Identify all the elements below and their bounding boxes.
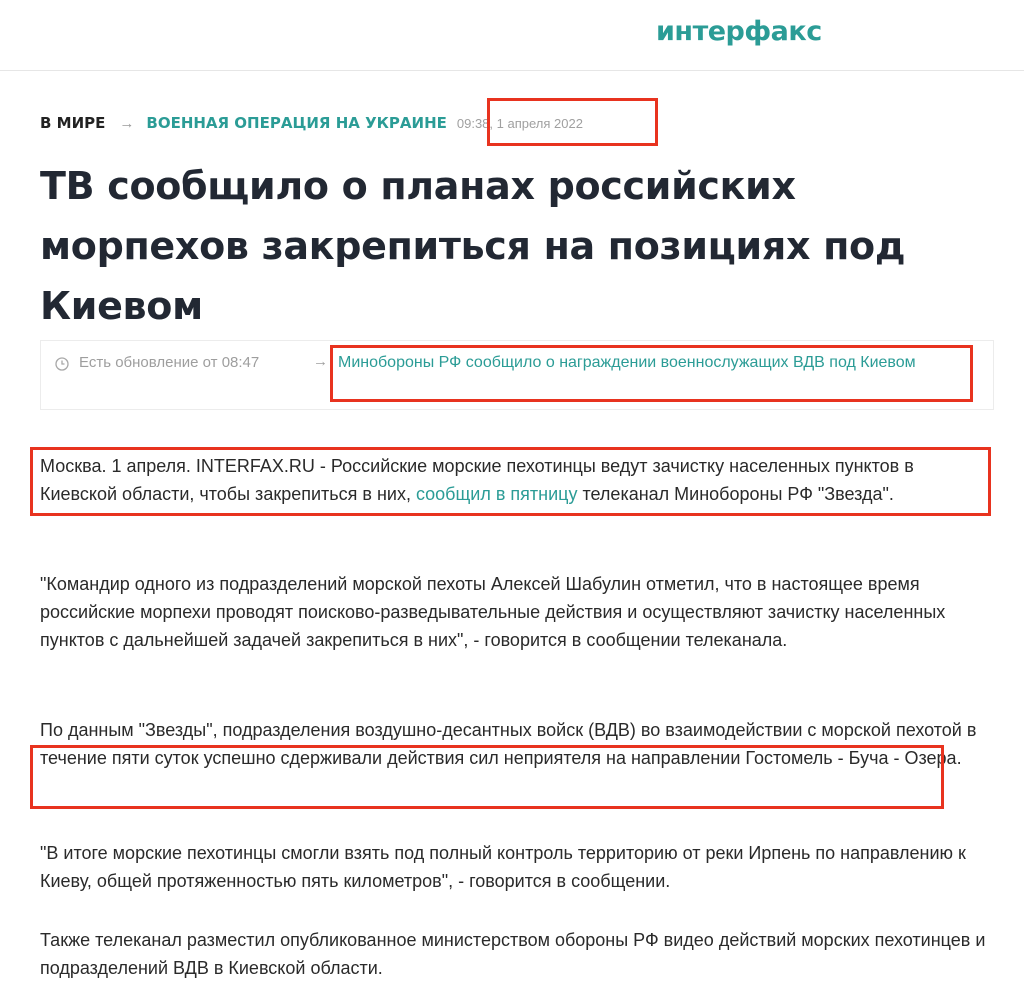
paragraph-1-text-start: Москва. 1 апреля. INTERFAX.RU - Российские морские пехотинцы ведут зачистку населенных пунктов в Киевской области, чтобы закрепиться в них, bbox=[40, 456, 914, 504]
article-paragraph-3: По данным "Звезды", подразделения воздушно-десантных войск (ВДВ) во взаимодействии с морской пехотой в течение пяти суток успешно сдерживали действия сил неприятеля на направлении Гостомель - Буча - Озера. bbox=[40, 720, 977, 768]
logo-text: интерфакс bbox=[656, 16, 822, 47]
breadcrumb-arrow-icon: → bbox=[119, 114, 135, 132]
paragraph-1-text-end: телеканал Минобороны РФ "Звезда". bbox=[577, 484, 894, 504]
site-header bbox=[0, 0, 1024, 71]
article-paragraph-5: Также телеканал разместил опубликованное министерством обороны РФ видео действий морских пехотинцев и подразделений ВДВ в Киевской области. bbox=[40, 930, 986, 978]
source-link[interactable]: сообщил в пятницу bbox=[415, 484, 578, 504]
breadcrumb-root-link[interactable]: В МИРЕ bbox=[40, 114, 106, 132]
article-paragraph-4: "В итоге морские пехотинцы смогли взять под полный контроль территорию от реки Ирпень по направлению к Киеву, общей протяженностью пять километров", - говорится в сообщении. bbox=[40, 843, 966, 891]
highlight-box-update bbox=[330, 345, 973, 402]
update-link[interactable]: Минобороны РФ сообщило о награждении военнослужащих ВДВ под Киевом bbox=[338, 354, 916, 371]
highlight-box-lead bbox=[30, 447, 991, 516]
breadcrumb-section-link[interactable]: ВОЕННАЯ ОПЕРАЦИЯ НА УКРАИНЕ bbox=[146, 114, 447, 132]
highlight-box-direction bbox=[30, 745, 944, 809]
update-label: Есть обновление от 08:47 bbox=[79, 354, 260, 371]
highlight-box-datetime bbox=[487, 98, 658, 146]
publish-datetime: 09:38, 1 апреля 2022 bbox=[456, 115, 583, 131]
interfax-logo[interactable] bbox=[656, 12, 822, 52]
article-title: ТВ сообщило о планах российских морпехов закрепиться на позициях под Киевом bbox=[40, 164, 906, 328]
clock-icon bbox=[55, 357, 69, 371]
update-arrow-icon: → bbox=[313, 353, 328, 370]
article-paragraph-2: "Командир одного из подразделений морской пехоты Алексей Шабулин отметил, что в настоящее время российские морпехи проводят поисково-разведывательные действия и осуществляют зачистку населенных пунктов с дальнейшей задачей закрепиться в них", - говорится в сообщении телеканала. bbox=[40, 574, 946, 650]
